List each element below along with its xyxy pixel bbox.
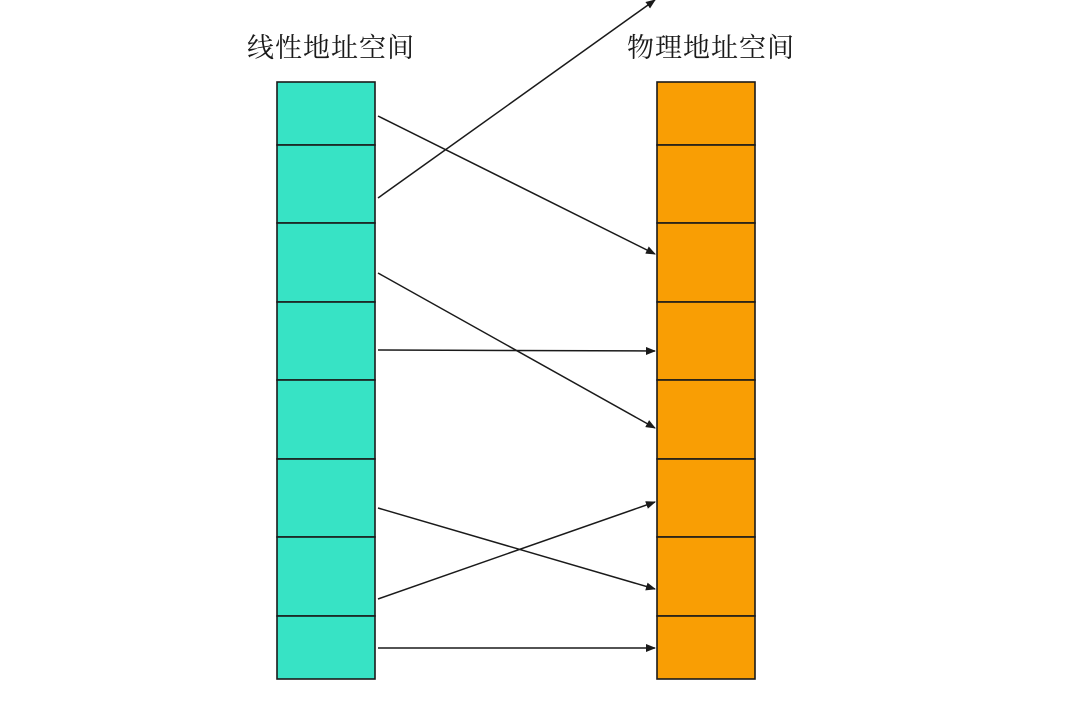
linear-address-space-title: 线性地址空间 xyxy=(247,33,415,64)
physical-block-4 xyxy=(657,302,755,380)
physical-block-2 xyxy=(657,145,755,223)
physical-block-8 xyxy=(657,616,755,679)
linear-block-8 xyxy=(277,616,375,679)
physical-address-space-title: 物理地址空间 xyxy=(627,33,795,64)
physical-block-7 xyxy=(657,537,755,616)
mapping-arrow-4-to-3 xyxy=(378,350,655,351)
mapping-arrow-1-to-2 xyxy=(378,116,655,254)
mapping-arrow-7-to-6 xyxy=(378,502,655,599)
linear-block-1 xyxy=(277,82,375,145)
linear-block-2 xyxy=(277,145,375,223)
physical-block-5 xyxy=(657,380,755,459)
mapping-arrow-2-to-5 xyxy=(378,0,655,198)
linear-block-5 xyxy=(277,380,375,459)
physical-block-6 xyxy=(657,459,755,537)
linear-block-3 xyxy=(277,223,375,302)
linear-block-4 xyxy=(277,302,375,380)
physical-block-3 xyxy=(657,223,755,302)
physical-address-column xyxy=(657,82,755,679)
mapping-arrow-6-to-7 xyxy=(378,508,655,589)
physical-block-1 xyxy=(657,82,755,145)
linear-block-7 xyxy=(277,537,375,616)
mapping-arrows xyxy=(378,0,655,648)
linear-block-6 xyxy=(277,459,375,537)
linear-address-column xyxy=(277,82,375,679)
